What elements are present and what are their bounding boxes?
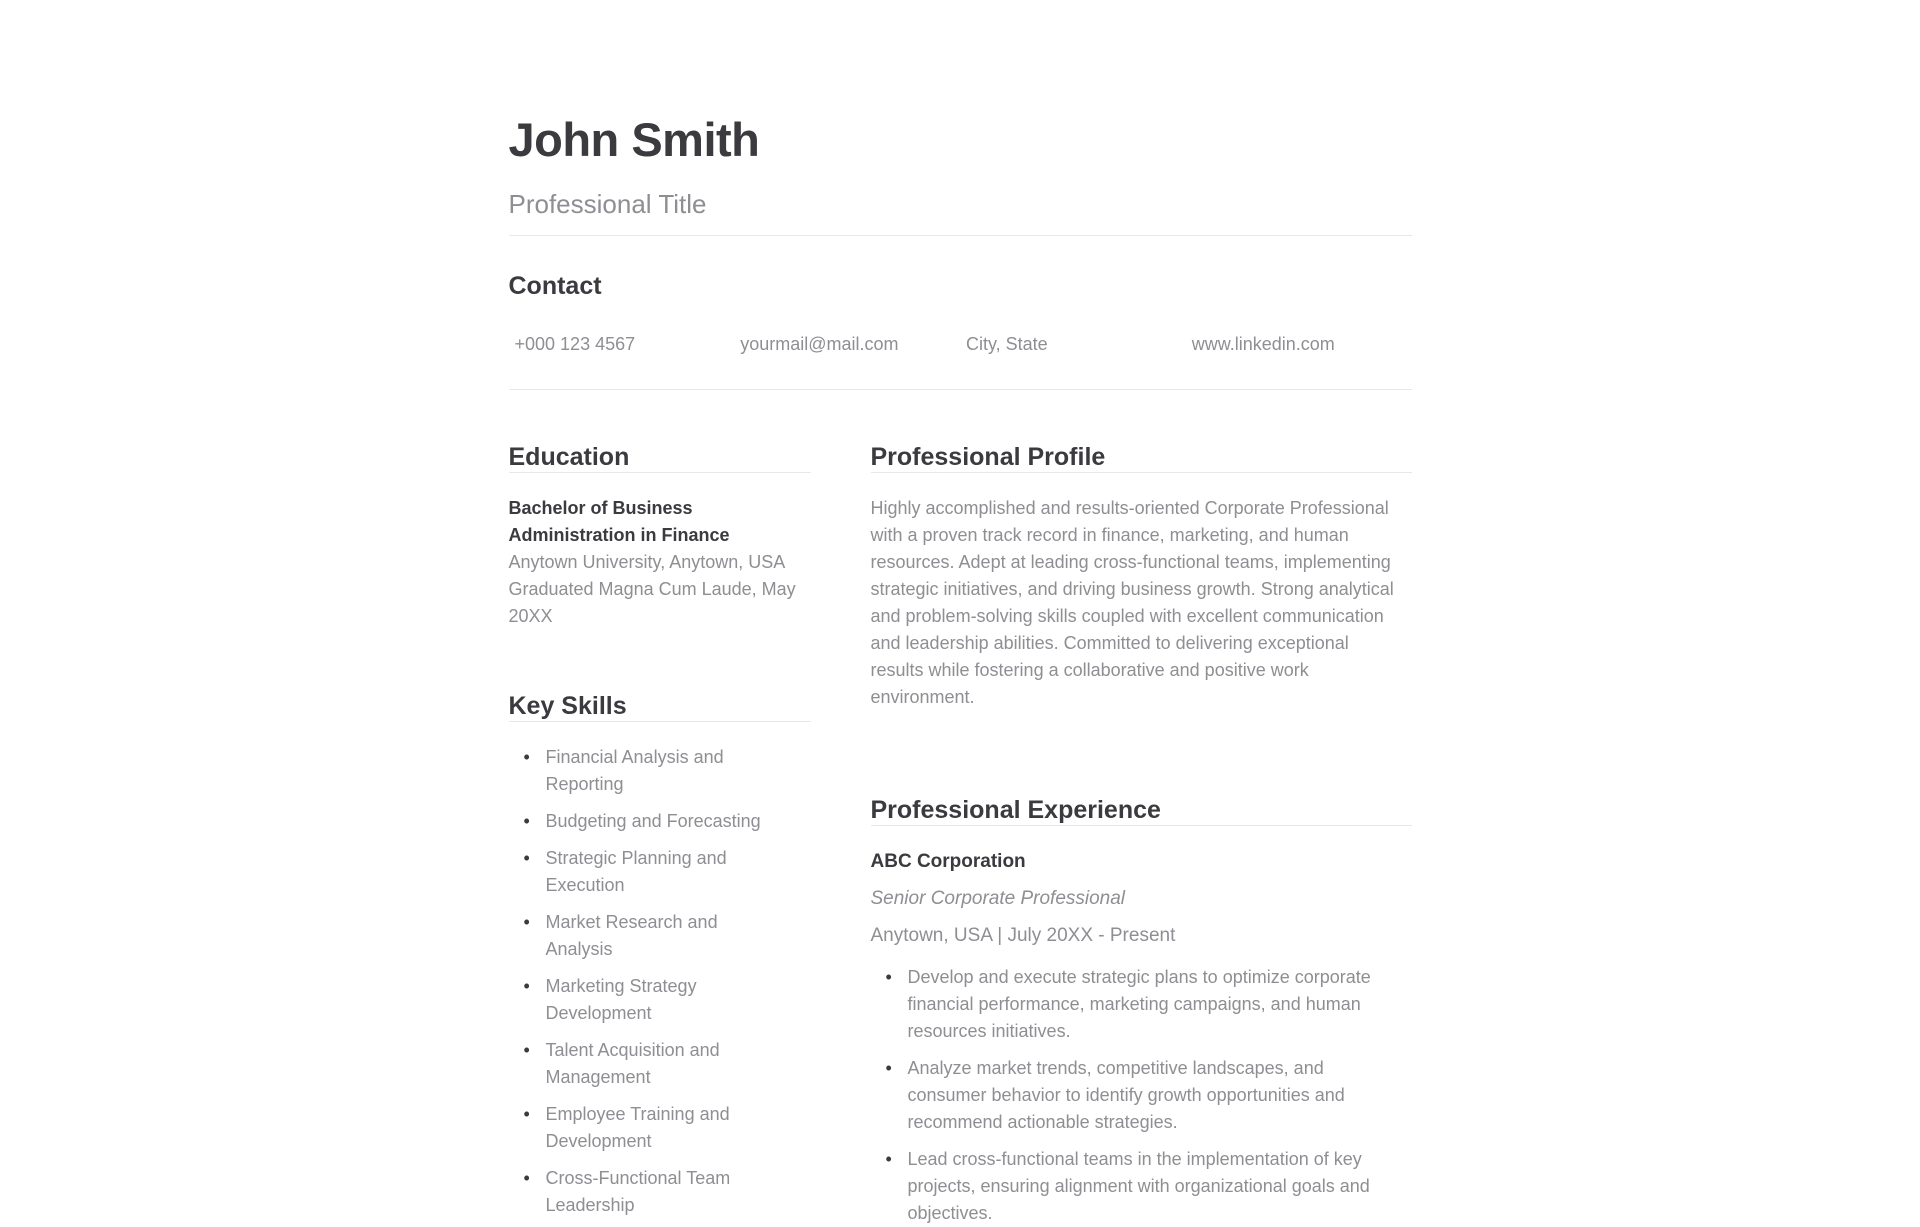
contact-email: yourmail@mail.com	[740, 333, 899, 354]
contact-divider	[509, 389, 1412, 390]
list-item: • Financial Analysis and Reporting	[509, 744, 789, 798]
experience-bullet-list	[871, 964, 1401, 1227]
list-item: • Budgeting and Forecasting	[509, 808, 789, 835]
professional-experience-section	[871, 795, 1412, 1227]
list-item: • Analyze market trends, competitive landscapes, and consumer behavior to identify growth opportunities and recommend actionable strategies.	[871, 1055, 1401, 1136]
professional-profile-heading: Professional Profile	[870, 442, 1106, 471]
list-item: • Market Research and Analysis	[509, 909, 789, 963]
key-skills-list	[509, 744, 789, 1219]
experience-company: ABC Corporation	[870, 850, 1026, 872]
list-item: • Strategic Planning and Execution	[509, 845, 789, 899]
profile-heading-divider	[871, 472, 1412, 473]
professional-experience-heading: Professional Experience	[870, 795, 1161, 824]
education-detail: Graduated Magna Cum Laude, May 20XX	[508, 578, 796, 626]
list-item: • Lead cross-functional teams in the implementation of key projects, ensuring alignment with organizational goals and objectives.	[871, 1146, 1401, 1227]
experience-heading-divider	[871, 825, 1412, 826]
header-divider	[509, 235, 1412, 236]
list-item: • Talent Acquisition and Management	[509, 1037, 789, 1091]
professional-profile-text: Highly accomplished and results-oriented Corporate Professional with a proven track record in finance, marketing, and human resources. Adept at leading cross-functional teams, implementing strategic initiatives, and driving business growth. Strong analytical and problem-solving skills coupled with excellent communication and leadership abilities. Committed to delivering exceptional results while fostering a collaborative and positive work environment.	[870, 497, 1394, 707]
list-item: • Develop and execute strategic plans to optimize corporate financial performance, marketing campaigns, and human resources initiatives.	[871, 964, 1401, 1045]
key-skills-heading: Key Skills	[508, 691, 627, 720]
education-heading-divider	[509, 472, 811, 473]
resume-header	[509, 112, 1412, 221]
professional-profile-section	[871, 442, 1412, 711]
contact-location: City, State	[966, 333, 1048, 354]
contact-row	[509, 331, 1412, 358]
education-school: Anytown University, Anytown, USA	[508, 551, 786, 572]
key-skills-heading-divider	[509, 721, 811, 722]
education-entry	[509, 495, 801, 630]
education-section	[509, 442, 811, 630]
contact-phone: +000 123 4567	[514, 333, 636, 354]
resume-page	[509, 0, 1412, 1227]
contact-heading: Contact	[508, 271, 602, 300]
candidate-name: John Smith	[508, 113, 760, 166]
contact-website: www.linkedin.com	[1191, 333, 1335, 354]
list-item: • Marketing Strategy Development	[509, 973, 789, 1027]
experience-role: Senior Corporate Professional	[870, 887, 1126, 909]
professional-title: Professional Title	[508, 189, 707, 220]
education-degree: Bachelor of Business Administration in Finance	[508, 497, 730, 545]
experience-location-dates: Anytown, USA | July 20XX - Present	[870, 924, 1176, 946]
left-column	[509, 442, 811, 1219]
right-column	[871, 442, 1412, 1227]
key-skills-section	[509, 691, 811, 1219]
list-item: • Employee Training and Development	[509, 1101, 789, 1155]
list-item: • Cross-Functional Team Leadership	[509, 1165, 789, 1219]
education-heading: Education	[508, 442, 630, 471]
body-columns	[509, 442, 1412, 1227]
contact-section	[509, 271, 1412, 358]
